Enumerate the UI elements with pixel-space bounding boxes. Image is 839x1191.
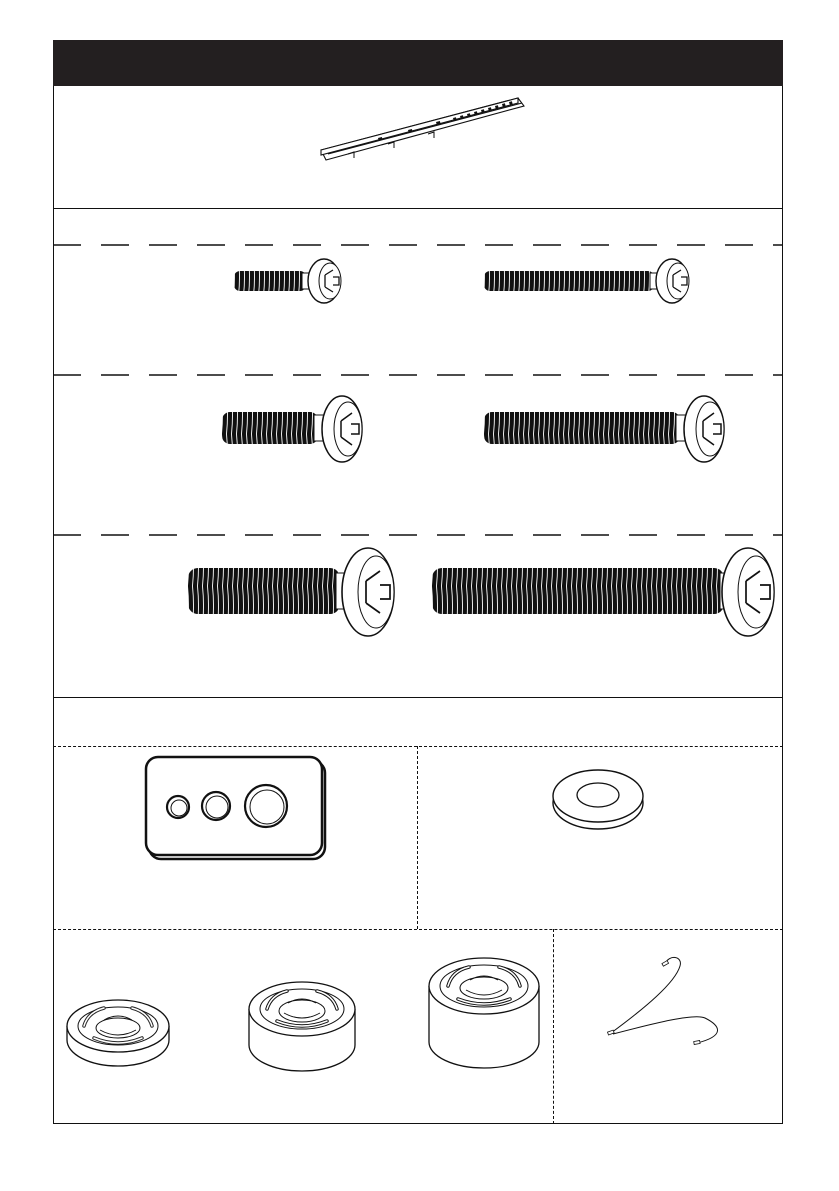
spacer-thin-illustration [64,990,174,1070]
hardware-row-divider-1 [53,746,783,747]
header-bar [53,40,783,86]
screws-section-bottom-divider [53,697,783,698]
large-screw-long-illustration [430,546,780,642]
screw-row-divider-2 [53,370,783,380]
spacer-tall-illustration [426,952,542,1072]
wall-rail-illustration [318,94,528,168]
flat-washer-illustration [548,763,648,833]
medium-screw-long-illustration [482,394,727,466]
hardware-row-divider-2 [53,929,783,930]
screw-row-divider-3 [53,530,783,540]
spacer-medium-illustration [246,975,358,1075]
safety-wire-illustration [605,948,735,1048]
rail-section-divider [53,208,783,209]
medium-screw-short-illustration [220,394,365,466]
hardware-column-divider-2 [553,929,554,1124]
small-screw-short-illustration [232,256,347,306]
small-screw-long-illustration [482,256,692,306]
hardware-column-divider-1 [417,746,418,929]
drill-template-plate-illustration [144,755,330,863]
large-screw-short-illustration [186,546,396,642]
screw-row-divider-1 [53,240,783,250]
